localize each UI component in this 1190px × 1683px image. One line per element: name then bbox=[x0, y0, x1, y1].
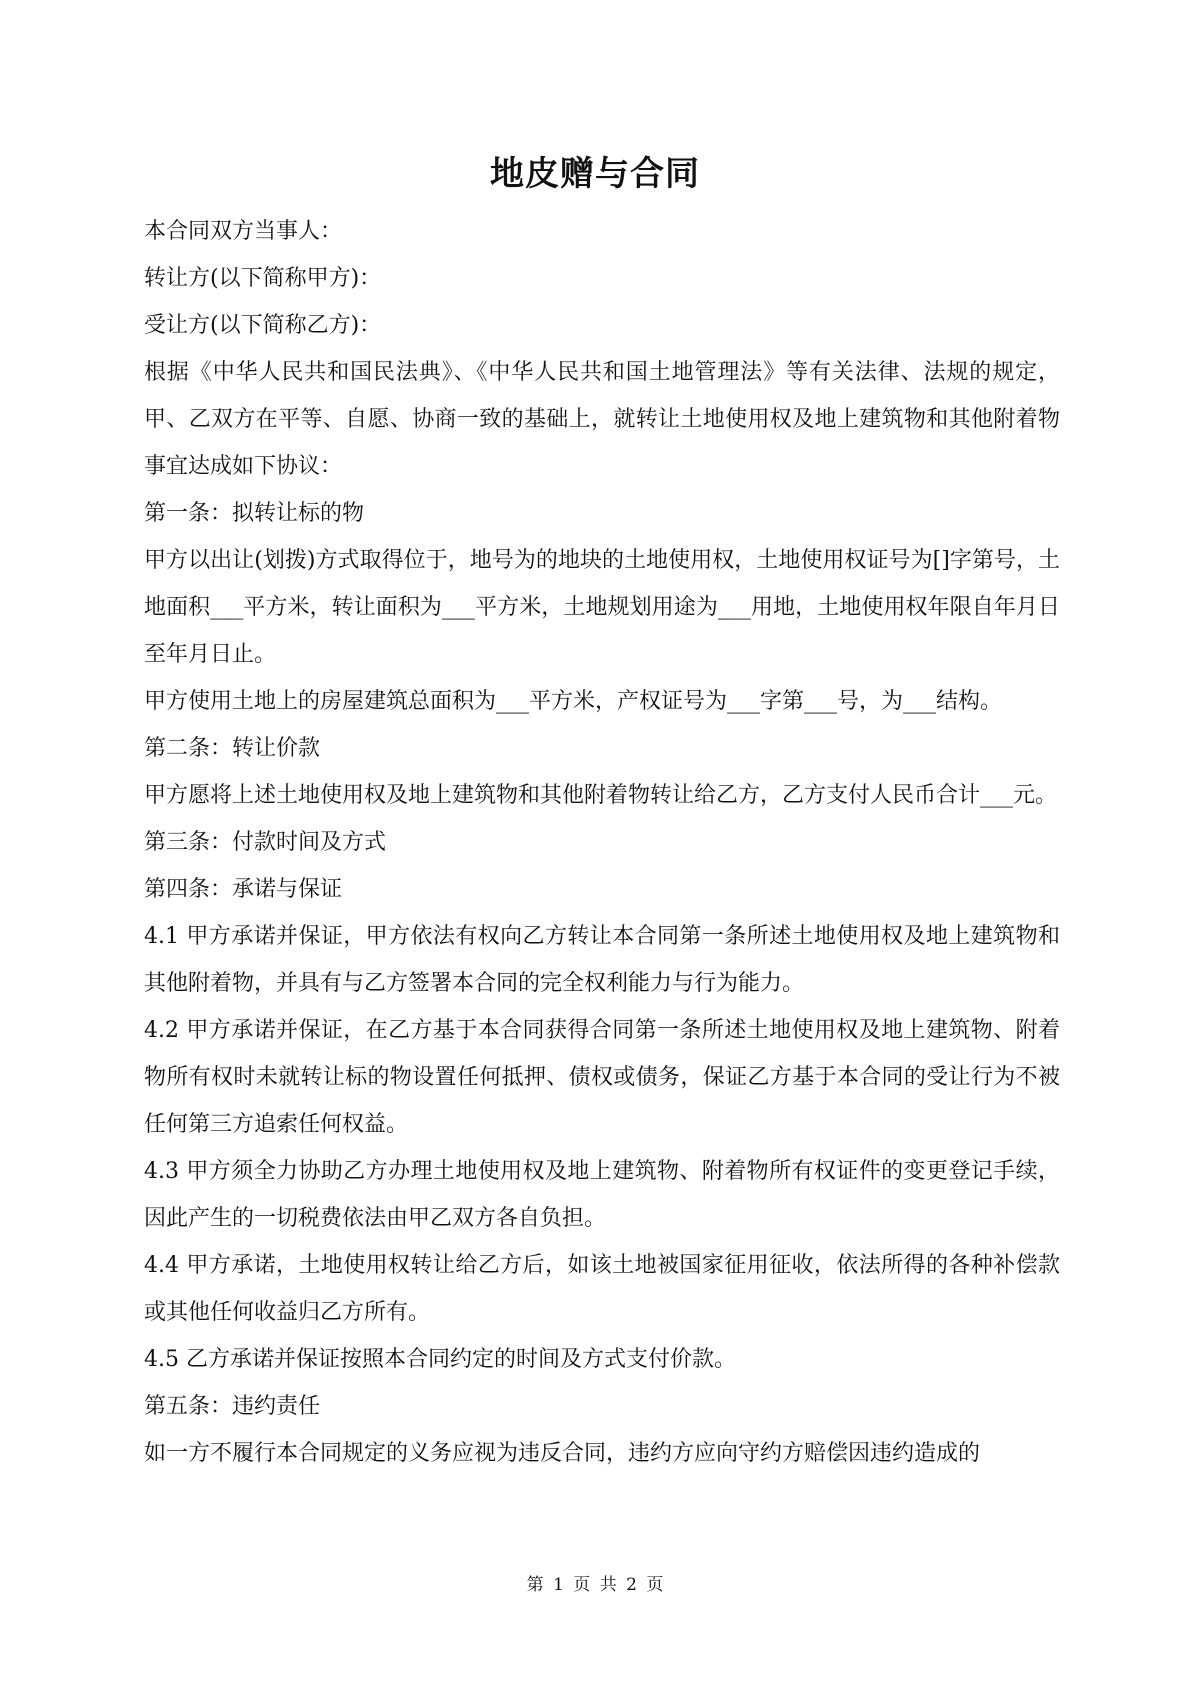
article-1-land-details: 甲方以出让(划拨)方式取得位于，地号为的地块的土地使用权，土地使用权证号为[]字第号，土地面积___平方米，转让面积为___平方米，土地规划用途为___用地，土地使用权年限自年月日至年月日止。 bbox=[144, 548, 1060, 667]
clause-4-5: 4.5 乙方承诺并保证按照本合同约定的时间及方式支付价款。 bbox=[144, 1347, 736, 1372]
document-body bbox=[144, 208, 1060, 1477]
article-5-heading: 第五条：违约责任 bbox=[144, 1394, 321, 1419]
article-1-building-details: 甲方使用土地上的房屋建筑总面积为___平方米，产权证号为___字第___号，为___结构。 bbox=[144, 689, 1003, 714]
document-title: 地皮赠与合同 bbox=[490, 154, 700, 194]
article-2-price: 甲方愿将上述土地使用权及地上建筑物和其他附着物转让给乙方，乙方支付人民币合计___元。 bbox=[144, 783, 1058, 808]
clause-4-1: 4.1 甲方承诺并保证，甲方依法有权向乙方转让本合同第一条所述土地使用权及地上建筑物和其他附着物，并具有与乙方签署本合同的完全权利能力与行为能力。 bbox=[144, 924, 1060, 996]
clause-4-3: 4.3 甲方须全力协助乙方办理土地使用权及地上建筑物、附着物所有权证件的变更登记手续，因此产生的一切税费依法由甲乙双方各自负担。 bbox=[144, 1159, 1060, 1231]
paragraph-preamble: 根据《中华人民共和国民法典》、《中华人民共和国土地管理法》等有关法律、法规的规定，甲、乙双方在平等、自愿、协商一致的基础上，就转让土地使用权及地上建筑物和其他附着物事宜达成如下协议： bbox=[144, 360, 1060, 479]
page-number-footer: 第 1 页 共 2 页 bbox=[526, 1575, 664, 1595]
paragraph-transferor: 转让方(以下简称甲方)： bbox=[144, 266, 382, 291]
paragraph-parties-intro: 本合同双方当事人： bbox=[144, 219, 343, 244]
article-5-liability: 如一方不履行本合同规定的义务应视为违反合同，违约方应向守约方赔偿因违约造成的 bbox=[144, 1441, 981, 1466]
article-2-heading: 第二条：转让价款 bbox=[144, 736, 321, 761]
article-3-heading: 第三条：付款时间及方式 bbox=[144, 830, 387, 855]
article-4-heading: 第四条：承诺与保证 bbox=[144, 877, 343, 902]
clause-4-2: 4.2 甲方承诺并保证，在乙方基于本合同获得合同第一条所述土地使用权及地上建筑物、附着物所有权时未就转让标的物设置任何抵押、债权或债务，保证乙方基于本合同的受让行为不被任何第三方追索任何权益。 bbox=[144, 1018, 1060, 1137]
article-1-heading: 第一条：拟转让标的物 bbox=[144, 501, 365, 526]
paragraph-transferee: 受让方(以下简称乙方)： bbox=[144, 313, 382, 338]
clause-4-4: 4.4 甲方承诺，土地使用权转让给乙方后，如该土地被国家征用征收，依法所得的各种补偿款或其他任何收益归乙方所有。 bbox=[144, 1253, 1060, 1325]
